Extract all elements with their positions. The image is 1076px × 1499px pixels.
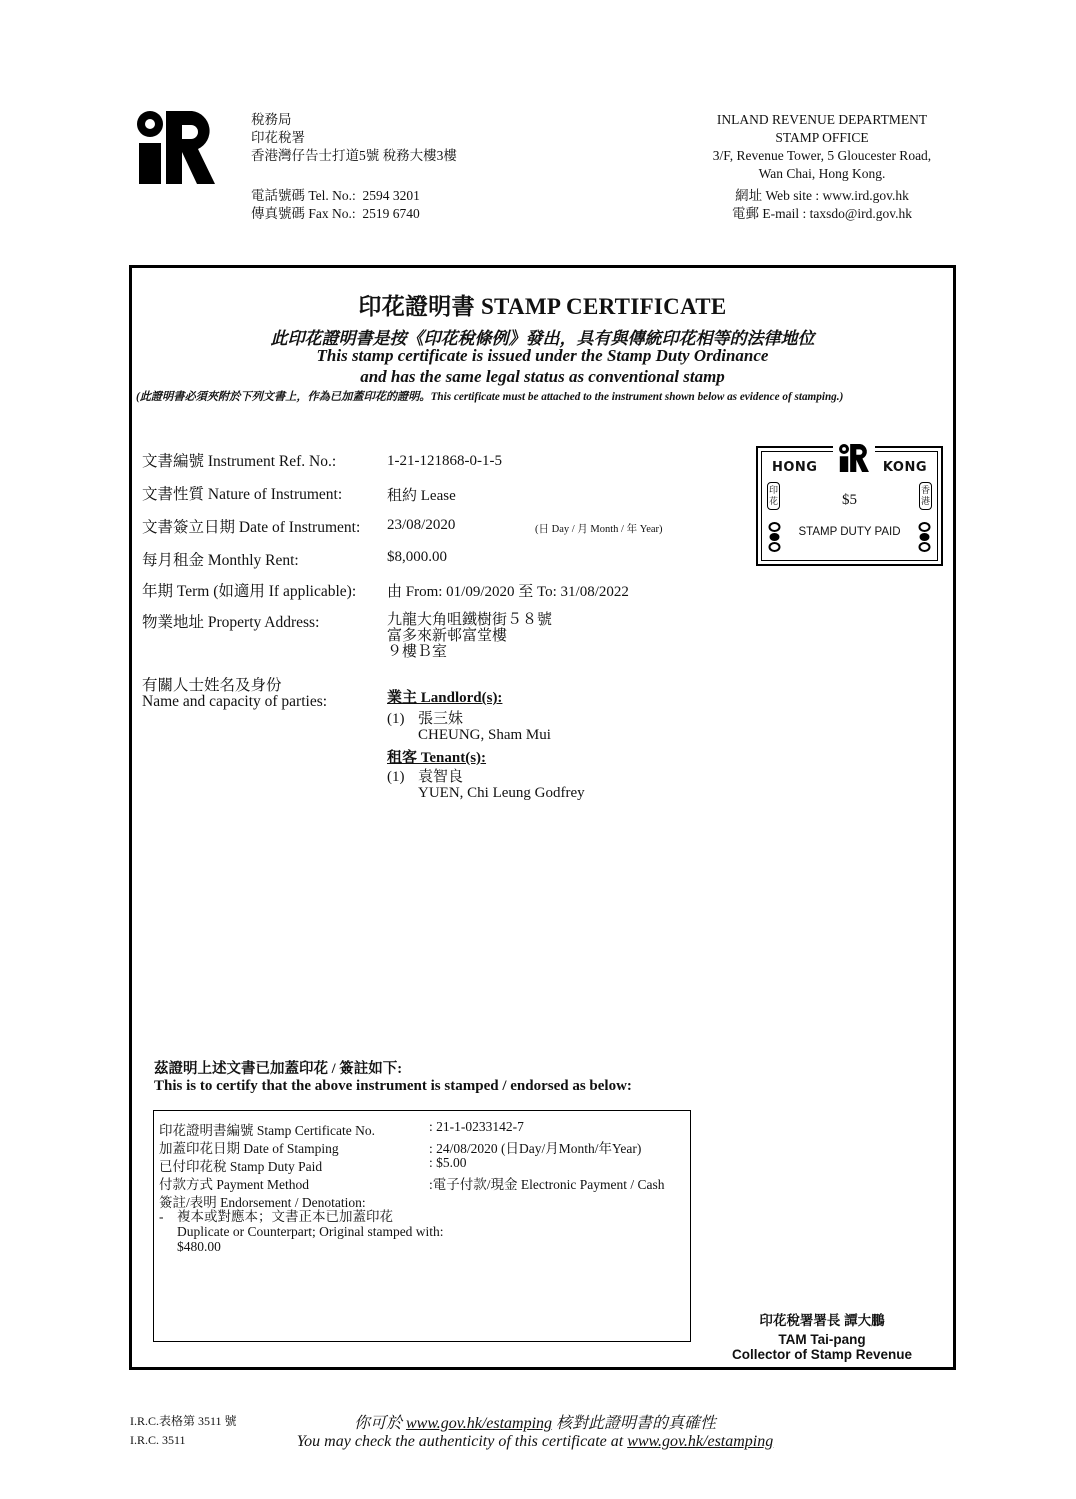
cert-no-label: 印花證明書編號 Stamp Certificate No. (159, 1123, 375, 1138)
verify-link-cn[interactable]: www.gov.hk/estamping (405, 1415, 553, 1432)
stamp-tag-right: 香港 (919, 482, 932, 510)
rent-label: 每月租金 Monthly Rent: (142, 552, 299, 569)
tenant-heading: 租客 Tenant(s): (387, 750, 487, 766)
header-en-line: STAMP OFFICE (775, 130, 869, 145)
duty-label: 已付印花稅 Stamp Duty Paid (159, 1159, 323, 1174)
header-en-address (672, 111, 972, 223)
website[interactable]: 網址 Web site : www.ird.gov.hk (735, 188, 909, 203)
address-label: 物業地址 Property Address: (142, 614, 320, 631)
date-label: 文書簽立日期 Date of Instrument: (142, 519, 361, 536)
certify-cn: 茲證明上述文書已加蓋印花 / 簽註如下: (154, 1061, 403, 1077)
parties-label (142, 678, 327, 710)
header-cn-line: 稅務局 (251, 112, 292, 127)
certificate-title: 印花證明書 STAMP CERTIFICATE (358, 294, 727, 319)
address-line: 富多來新邨富堂樓 (387, 628, 508, 644)
nature-value: 租約 Lease (387, 488, 456, 504)
header-cn-address (251, 111, 457, 165)
subtitle-en-1: This stamp certificate is issued under the Stamp Duty Ordinance (316, 346, 769, 365)
subtitle-cn: 此印花證明書是按《印花稅條例》發出，具有與傳統印花相等的法律地位 (270, 329, 815, 348)
header-cn-line: 印花稅署 (251, 130, 305, 145)
date-value: 23/08/2020 (387, 517, 456, 533)
tel-label: 電話號碼 Tel. No.: (251, 188, 356, 203)
tel-value: 2594 3201 (362, 188, 420, 203)
stamp-logo (833, 444, 875, 472)
endorse-text (177, 1209, 444, 1254)
stamping-details-box (153, 1110, 691, 1342)
verify-en-pre: You may check the authenticity of this certificate at (296, 1433, 628, 1450)
stamp-ornament-right (918, 522, 931, 552)
fax-label: 傳真號碼 Fax No.: (251, 206, 356, 221)
landlord-names (418, 711, 551, 743)
landlord-cn: 張三妹 (418, 711, 464, 727)
signature-name: TAM Tai-pang (778, 1332, 866, 1347)
tenant-no: (1) (387, 769, 405, 785)
address-line: ９樓Ｂ室 (387, 644, 448, 660)
landlord-en: CHEUNG, Sham Mui (418, 727, 551, 743)
form-no-cn: I.R.C.表格第 3511 號 (130, 1414, 237, 1428)
endorse-label: 簽註/表明 Endorsement / Denotation: (159, 1195, 366, 1210)
header-en-line: Wan Chai, Hong Kong. (758, 166, 886, 181)
date-format: (日 Day / 月 Month / 年 Year) (535, 524, 663, 535)
email[interactable]: 電郵 E-mail : taxsdo@ird.gov.hk (732, 206, 912, 221)
header-contact (251, 187, 420, 223)
ref-label: 文書編號 Instrument Ref. No.: (142, 453, 337, 470)
tenant-names (418, 769, 585, 801)
certify-en: This is to certify that the above instrument is stamped / endorsed as below: (154, 1078, 632, 1094)
stamp-date-value: : 24/08/2020 (日Day/月Month/年Year) (429, 1141, 642, 1156)
stamp-kong: KONG (882, 460, 927, 475)
endorse-cn: 複本或對應本；文書正本已加蓋印花 (177, 1209, 393, 1224)
endorse-en: Duplicate or Counterpart; Original stamped with: (177, 1224, 444, 1239)
verify-cn (235, 1410, 835, 1433)
method-label: 付款方式 Payment Method (159, 1177, 309, 1192)
term-value: 由 From: 01/09/2020 至 To: 31/08/2022 (387, 584, 629, 600)
subtitle-en-2: and has the same legal status as conventional stamp (360, 367, 725, 386)
signature-title: Collector of Stamp Revenue (731, 1347, 913, 1362)
parties-label-cn: 有關人士姓名及身份 (142, 677, 282, 694)
fax-value: 2519 6740 (362, 206, 420, 221)
endorse-dash: - (159, 1209, 164, 1224)
signature-cn: 印花稅署署長 譚大鵬 (759, 1313, 885, 1328)
ird-logo (136, 111, 216, 184)
stamp-value: $5 (842, 492, 857, 508)
verify-link-en[interactable]: www.gov.hk/estamping (627, 1433, 774, 1450)
stamp-hong: HONG (772, 460, 818, 475)
nature-label: 文書性質 Nature of Instrument: (142, 486, 343, 503)
header-en-line: 3/F, Revenue Tower, 5 Gloucester Road, (712, 148, 932, 163)
endorse-amount: $480.00 (177, 1239, 221, 1254)
verify-cn-post: 核對此證明書的真確性 (552, 1415, 717, 1432)
address-value (387, 612, 552, 660)
attachment-note: (此證明書必須夾附於下列文書上，作為已加蓋印花的證明。This certificate must be attached to the instrument shown below as evidence of stamping.) (136, 391, 844, 403)
form-no-en: I.R.C. 3511 (130, 1433, 186, 1447)
tenant-en: YUEN, Chi Leung Godfrey (418, 785, 585, 801)
cert-no-value: : 21-1-0233142-7 (429, 1119, 524, 1134)
certificate-frame (129, 265, 956, 1370)
tenant-cn: 袁智良 (418, 769, 464, 785)
landlord-no: (1) (387, 711, 405, 727)
landlord-heading: 業主 Landlord(s): (387, 690, 503, 706)
term-label: 年期 Term (如適用 If applicable): (142, 583, 357, 600)
header-cn-line: 香港灣仔告士打道5號 稅務大樓3樓 (251, 148, 457, 163)
address-line: 九龍大角咀鐵樹街５８號 (387, 612, 553, 628)
stamp-duty-paid-stamp (756, 446, 943, 566)
verify-en (235, 1433, 835, 1451)
ref-value: 1-21-121868-0-1-5 (387, 453, 502, 469)
duty-value: : $5.00 (429, 1155, 467, 1170)
stamp-paid-text: STAMP DUTY PAID (798, 526, 901, 538)
method-value: :電子付款/現金 Electronic Payment / Cash (429, 1177, 665, 1192)
stamp-date-label: 加蓋印花日期 Date of Stamping (159, 1141, 339, 1156)
rent-value: $8,000.00 (387, 549, 447, 565)
header-en-line: INLAND REVENUE DEPARTMENT (716, 112, 928, 127)
stamp-tag-left: 印花 (767, 482, 780, 510)
verify-cn-pre: 你可於 (353, 1415, 406, 1432)
parties-label-en: Name and capacity of parties: (142, 693, 328, 710)
